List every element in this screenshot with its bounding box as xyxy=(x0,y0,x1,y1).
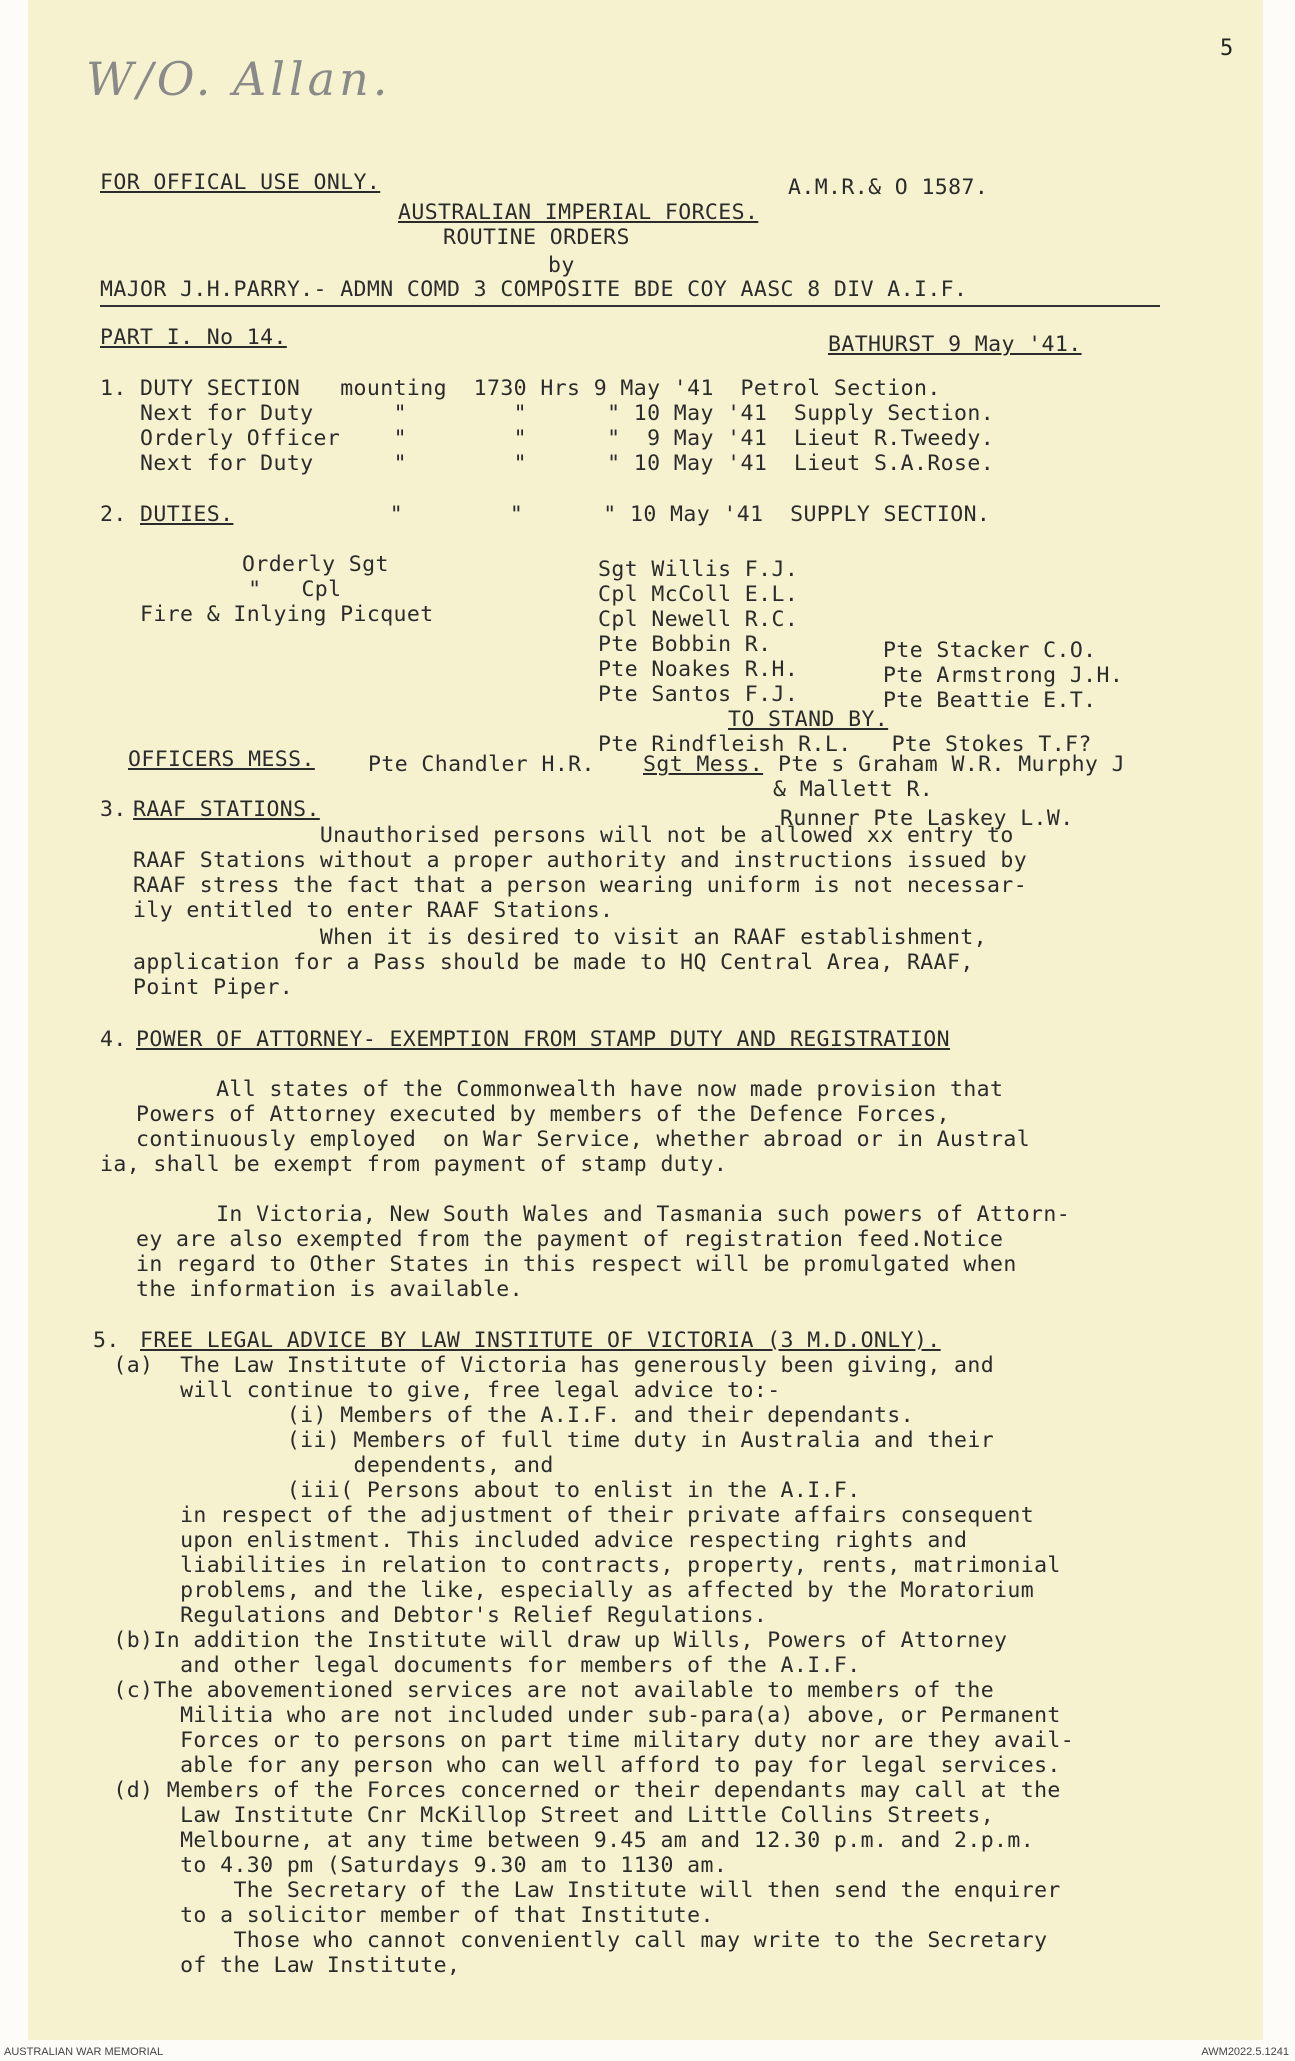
duty-role: " Cpl xyxy=(168,577,342,602)
place-date: BATHURST 9 May '41. xyxy=(828,332,1082,357)
picquet-name: Pte Stacker C.O. xyxy=(883,638,1097,663)
section-5-title: FREE LEGAL ADVICE BY LAW INSTITUTE OF VICTORIA (3 M.D.ONLY). xyxy=(140,1328,941,1353)
text-line: upon enlistment. This included advice respecting rights and xyxy=(100,1528,968,1553)
sgt-mess-names: Pte s Graham W.R. Murphy J xyxy=(778,752,1125,777)
text-line: dependents, and xyxy=(100,1453,554,1478)
text-line: in respect of the adjustment of their private affairs consequent xyxy=(100,1503,1035,1528)
corner-mark: 5 xyxy=(1220,36,1234,61)
duty-role: Fire & Inlying Picquet xyxy=(140,602,434,627)
text-line: All states of the Commonwealth have now made provision that xyxy=(136,1077,1004,1102)
section-2-number: 2. xyxy=(100,502,127,527)
section-3-title: RAAF STATIONS. xyxy=(133,797,320,822)
text-line: (a) The Law Institute of Victoria has generously been giving, and xyxy=(100,1353,995,1378)
duty-name: Cpl Newell R.C. xyxy=(598,607,799,632)
archive-name: AUSTRALIAN WAR MEMORIAL xyxy=(4,2046,164,2058)
text-line: continuously employed on War Service, whether abroad or in Austral xyxy=(136,1127,1031,1152)
duty-name: Cpl McColl E.L. xyxy=(598,582,799,607)
text-line: of the Law Institute, xyxy=(100,1953,461,1978)
handwritten-annotation: W/O. Allan. xyxy=(86,52,392,106)
text-line: (d) Members of the Forces concerned or their dependants may call at the xyxy=(100,1778,1061,1803)
text-line: in regard to Other States in this respect will be promulgated when xyxy=(136,1252,1017,1277)
text-line: Forces or to persons on part time military duty nor are they avail- xyxy=(100,1728,1075,1753)
archive-footer xyxy=(0,2043,1295,2061)
text-line: (iii( Persons about to enlist in the A.I.F. xyxy=(100,1478,861,1503)
restriction-note: FOR OFFICAL USE ONLY. xyxy=(100,170,381,195)
text-line: ily entitled to enter RAAF Stations. xyxy=(133,898,614,923)
by-line: by xyxy=(548,253,575,278)
section-4-title: POWER OF ATTORNEY- EXEMPTION FROM STAMP DUTY AND REGISTRATION xyxy=(136,1027,950,1052)
section-3-number: 3. xyxy=(100,797,127,822)
duty-name: Pte Noakes R.H. xyxy=(598,657,799,682)
text-line: Law Institute Cnr McKillop Street and Little Collins Streets, xyxy=(100,1803,995,1828)
duty-name: Sgt Willis F.J. xyxy=(598,557,799,582)
organisation-title: AUSTRALIAN IMPERIAL FORCES. xyxy=(398,200,759,225)
duty-row: Next for Duty " " " 10 May '41 Supply Section. xyxy=(100,401,995,426)
text-line: Militia who are not included under sub-para(a) above, or Permanent xyxy=(100,1703,1061,1728)
stand-by-names: Pte Rindfleish R.L. Pte Stokes T.F? xyxy=(598,732,1092,757)
sgt-mess-label: Sgt Mess. xyxy=(643,752,764,777)
text-line: Unauthorised persons will not be allowed xx entry to xyxy=(133,823,1014,848)
text-line: ia, shall be exempt from payment of stamp duty. xyxy=(100,1152,728,1177)
header-rule xyxy=(100,305,1160,307)
text-line: liabilities in relation to contracts, property, rents, matrimonial xyxy=(100,1553,1061,1578)
text-line: (i) Members of the A.I.F. and their dependants. xyxy=(100,1403,914,1428)
text-line: In Victoria, New South Wales and Tasmania such powers of Attorn- xyxy=(136,1202,1071,1227)
section-4-number: 4. xyxy=(100,1027,127,1052)
text-line: to 4.30 pm (Saturdays 9.30 am to 1130 am. xyxy=(100,1853,728,1878)
text-line: Melbourne, at any time between 9.45 am and 12.30 p.m. and 2.p.m. xyxy=(100,1828,1035,1853)
text-line: and other legal documents for members of the A.I.F. xyxy=(100,1653,861,1678)
picquet-name: Pte Beattie E.T. xyxy=(883,688,1097,713)
order-reference: A.M.R.& O 1587. xyxy=(788,175,989,200)
text-line: Regulations and Debtor's Relief Regulations. xyxy=(100,1603,768,1628)
duty-role: Orderly Sgt xyxy=(242,552,389,577)
duty-name: Pte Santos F.J. xyxy=(598,682,799,707)
text-line: (b)In addition the Institute will draw up Wills, Powers of Attorney xyxy=(100,1628,1008,1653)
text-line: application for a Pass should be made to HQ Central Area, RAAF, xyxy=(133,950,974,975)
officers-mess-name: Pte Chandler H.R. xyxy=(368,752,595,777)
text-line: When it is desired to visit an RAAF establishment, xyxy=(133,925,988,950)
commander-line: MAJOR J.H.PARRY.- ADMN COMD 3 COMPOSITE BDE COY AASC 8 DIV A.I.F. xyxy=(100,277,968,302)
duty-row: 1. DUTY SECTION mounting 1730 Hrs 9 May '41 Petrol Section. xyxy=(100,376,941,401)
officers-mess-label: OFFICERS MESS. xyxy=(128,747,315,772)
text-line: (ii) Members of full time duty in Australia and their xyxy=(100,1428,995,1453)
duty-row: Orderly Officer " " " 9 May '41 Lieut R.Tweedy. xyxy=(100,426,995,451)
duty-row: Next for Duty " " " 10 May '41 Lieut S.A.Rose. xyxy=(100,451,995,476)
text-line: RAAF Stations without a proper authority and instructions issued by xyxy=(133,848,1028,873)
text-line: to a solicitor member of that Institute. xyxy=(100,1903,714,1928)
sgt-mess-names-cont: & Mallett R. xyxy=(773,777,934,802)
section-2-date-line: " " " 10 May '41 SUPPLY SECTION. xyxy=(243,502,991,527)
section-5-number: 5. xyxy=(93,1328,120,1353)
text-line: problems, and the like, especially as affected by the Moratorium xyxy=(100,1578,1035,1603)
text-line: ey are also exempted from the payment of registration feed.Notice xyxy=(136,1227,1004,1252)
archive-reference: AWM2022.5.1241 xyxy=(1201,2046,1289,2058)
text-line: RAAF stress the fact that a person wearing uniform is not necessar- xyxy=(133,873,1028,898)
text-line: will continue to give, free legal advice to:- xyxy=(100,1378,781,1403)
part-number: PART I. No 14. xyxy=(100,325,287,350)
text-line: Powers of Attorney executed by members of the Defence Forces, xyxy=(136,1102,950,1127)
document-page xyxy=(28,0,1263,2040)
stand-by-heading: TO STAND BY. xyxy=(728,707,889,732)
duty-name: Pte Bobbin R. xyxy=(598,632,772,657)
text-line: Those who cannot conveniently call may write to the Secretary xyxy=(100,1928,1048,1953)
routine-orders-title: ROUTINE ORDERS xyxy=(443,225,630,250)
text-line: The Secretary of the Law Institute will then send the enquirer xyxy=(100,1878,1061,1903)
text-line: the information is available. xyxy=(136,1277,523,1302)
text-line: Point Piper. xyxy=(133,975,294,1000)
runner-name: Runner Pte Laskey L.W. xyxy=(780,806,1074,831)
text-line: able for any person who can well afford to pay for legal services. xyxy=(100,1753,1061,1778)
text-line: (c)The abovementioned services are not available to members of the xyxy=(100,1678,995,1703)
section-2-title: DUTIES. xyxy=(140,502,234,527)
picquet-name: Pte Armstrong J.H. xyxy=(883,663,1124,688)
